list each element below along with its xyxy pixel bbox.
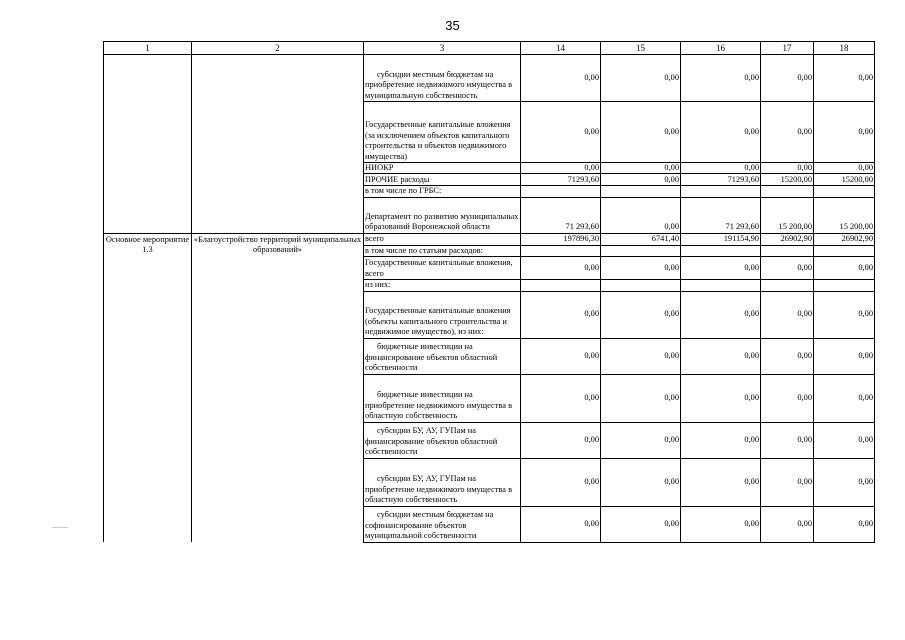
- value-cell: 6741,40: [601, 233, 681, 245]
- value-cell: 71 293,60: [681, 197, 761, 233]
- value-cell: 197896,30: [521, 233, 601, 245]
- value-cell: 0,00: [601, 422, 681, 458]
- value-cell: 0,00: [761, 257, 814, 280]
- value-cell: 0,00: [681, 257, 761, 280]
- value-cell: 0,00: [601, 55, 681, 102]
- value-cell: 0,00: [814, 55, 875, 102]
- header-cell: 3: [364, 42, 521, 55]
- table-row: [104, 233, 875, 245]
- value-cell: 0,00: [761, 458, 814, 506]
- value-cell: 71293,60: [681, 174, 761, 186]
- value-cell: [761, 280, 814, 291]
- margin-mark: [52, 527, 68, 528]
- value-cell: 0,00: [521, 291, 601, 338]
- value-cell: 0,00: [681, 458, 761, 506]
- value-cell: 0,00: [681, 55, 761, 102]
- page-number: 35: [445, 18, 460, 33]
- value-cell: 0,00: [814, 506, 875, 542]
- event-title-cell: «Благоустройство территорий муниципальных образований»: [192, 233, 364, 542]
- value-cell: 0,00: [601, 374, 681, 422]
- value-cell: 0,00: [521, 374, 601, 422]
- value-cell: 71 293,60: [521, 197, 601, 233]
- value-cell: 26902,90: [814, 233, 875, 245]
- value-cell: 0,00: [814, 458, 875, 506]
- row-label: Департамент по развитию муниципальных образований Воронежской области: [364, 197, 521, 233]
- value-cell: [761, 186, 814, 197]
- value-cell: [601, 280, 681, 291]
- value-cell: 0,00: [761, 291, 814, 338]
- row-label: бюджетные инвестиции на финансирование объектов областной собственности: [364, 338, 521, 374]
- value-cell: 0,00: [814, 422, 875, 458]
- value-cell: 0,00: [761, 55, 814, 102]
- table-row: [104, 55, 875, 102]
- value-cell: 0,00: [681, 102, 761, 163]
- value-cell: [601, 186, 681, 197]
- header-row: [104, 42, 875, 55]
- value-cell: [814, 186, 875, 197]
- header-cell: 1: [104, 42, 192, 55]
- value-cell: 0,00: [681, 374, 761, 422]
- value-cell: 15200,00: [761, 174, 814, 186]
- value-cell: 0,00: [521, 257, 601, 280]
- value-cell: [814, 245, 875, 256]
- header-cell: 2: [192, 42, 364, 55]
- value-cell: 0,00: [814, 163, 875, 174]
- value-cell: [521, 186, 601, 197]
- row-label: всего: [364, 233, 521, 245]
- value-cell: 0,00: [814, 374, 875, 422]
- value-cell: 0,00: [761, 338, 814, 374]
- prev-event-cell-2: [192, 55, 364, 234]
- value-cell: 0,00: [601, 506, 681, 542]
- row-label: Государственные капитальные вложения (объекты капитального строительства и недвижимое имущество), из них:: [364, 291, 521, 338]
- row-label: ПРОЧИЕ расходы: [364, 174, 521, 186]
- value-cell: 0,00: [761, 506, 814, 542]
- value-cell: 0,00: [814, 291, 875, 338]
- value-cell: 0,00: [601, 102, 681, 163]
- value-cell: 0,00: [601, 291, 681, 338]
- value-cell: 0,00: [681, 338, 761, 374]
- row-label: субсидии БУ, АУ, ГУПам на финансирование объектов областной собственности: [364, 422, 521, 458]
- value-cell: 15 200,00: [814, 197, 875, 233]
- header-cell: 14: [521, 42, 601, 55]
- value-cell: [761, 245, 814, 256]
- value-cell: [521, 280, 601, 291]
- value-cell: 0,00: [761, 163, 814, 174]
- value-cell: 0,00: [601, 163, 681, 174]
- row-label: НИОКР: [364, 163, 521, 174]
- value-cell: 26902,90: [761, 233, 814, 245]
- value-cell: 0,00: [681, 506, 761, 542]
- value-cell: 0,00: [521, 163, 601, 174]
- row-label: субсидии местным бюджетам на софинансирование объектов муниципальной собственности: [364, 506, 521, 542]
- value-cell: 0,00: [601, 197, 681, 233]
- header-cell: 17: [761, 42, 814, 55]
- row-label: бюджетные инвестиции на приобретение недвижимого имущества в областную собственность: [364, 374, 521, 422]
- value-cell: 15 200,00: [761, 197, 814, 233]
- value-cell: 15200,00: [814, 174, 875, 186]
- value-cell: [601, 245, 681, 256]
- value-cell: 0,00: [521, 102, 601, 163]
- value-cell: 0,00: [521, 55, 601, 102]
- row-label: субсидии БУ, АУ, ГУПам на приобретение недвижимого имущества в областную собственность: [364, 458, 521, 506]
- value-cell: 0,00: [601, 257, 681, 280]
- value-cell: 0,00: [601, 338, 681, 374]
- budget-table: [103, 41, 875, 543]
- event-number-cell: Основное мероприятие 1.3: [104, 233, 192, 542]
- header-cell: 18: [814, 42, 875, 55]
- value-cell: 0,00: [761, 422, 814, 458]
- value-cell: 0,00: [521, 422, 601, 458]
- value-cell: [814, 280, 875, 291]
- value-cell: 0,00: [681, 422, 761, 458]
- value-cell: [681, 245, 761, 256]
- value-cell: [521, 245, 601, 256]
- row-label: Государственные капитальные вложения, всего: [364, 257, 521, 280]
- row-label: в том числе по ГРБС:: [364, 186, 521, 197]
- row-label: Государственные капитальные вложения (за исключением объектов капитального строительства и объектов недвижимого имущества): [364, 102, 521, 163]
- value-cell: 0,00: [521, 506, 601, 542]
- value-cell: 0,00: [601, 458, 681, 506]
- value-cell: 0,00: [681, 163, 761, 174]
- value-cell: 71293,60: [521, 174, 601, 186]
- row-label: в том числе по статьям расходов:: [364, 245, 521, 256]
- value-cell: 0,00: [814, 257, 875, 280]
- value-cell: [681, 280, 761, 291]
- value-cell: 0,00: [814, 338, 875, 374]
- row-label: из них:: [364, 280, 521, 291]
- value-cell: 0,00: [521, 338, 601, 374]
- value-cell: 0,00: [601, 174, 681, 186]
- header-cell: 16: [681, 42, 761, 55]
- value-cell: 0,00: [761, 374, 814, 422]
- value-cell: 191154,90: [681, 233, 761, 245]
- value-cell: 0,00: [681, 291, 761, 338]
- header-cell: 15: [601, 42, 681, 55]
- row-label: субсидии местным бюджетам на приобретение недвижимого имущества в муниципальную собственность: [364, 55, 521, 102]
- value-cell: 0,00: [521, 458, 601, 506]
- value-cell: 0,00: [761, 102, 814, 163]
- prev-event-cell-1: [104, 55, 192, 234]
- value-cell: 0,00: [814, 102, 875, 163]
- value-cell: [681, 186, 761, 197]
